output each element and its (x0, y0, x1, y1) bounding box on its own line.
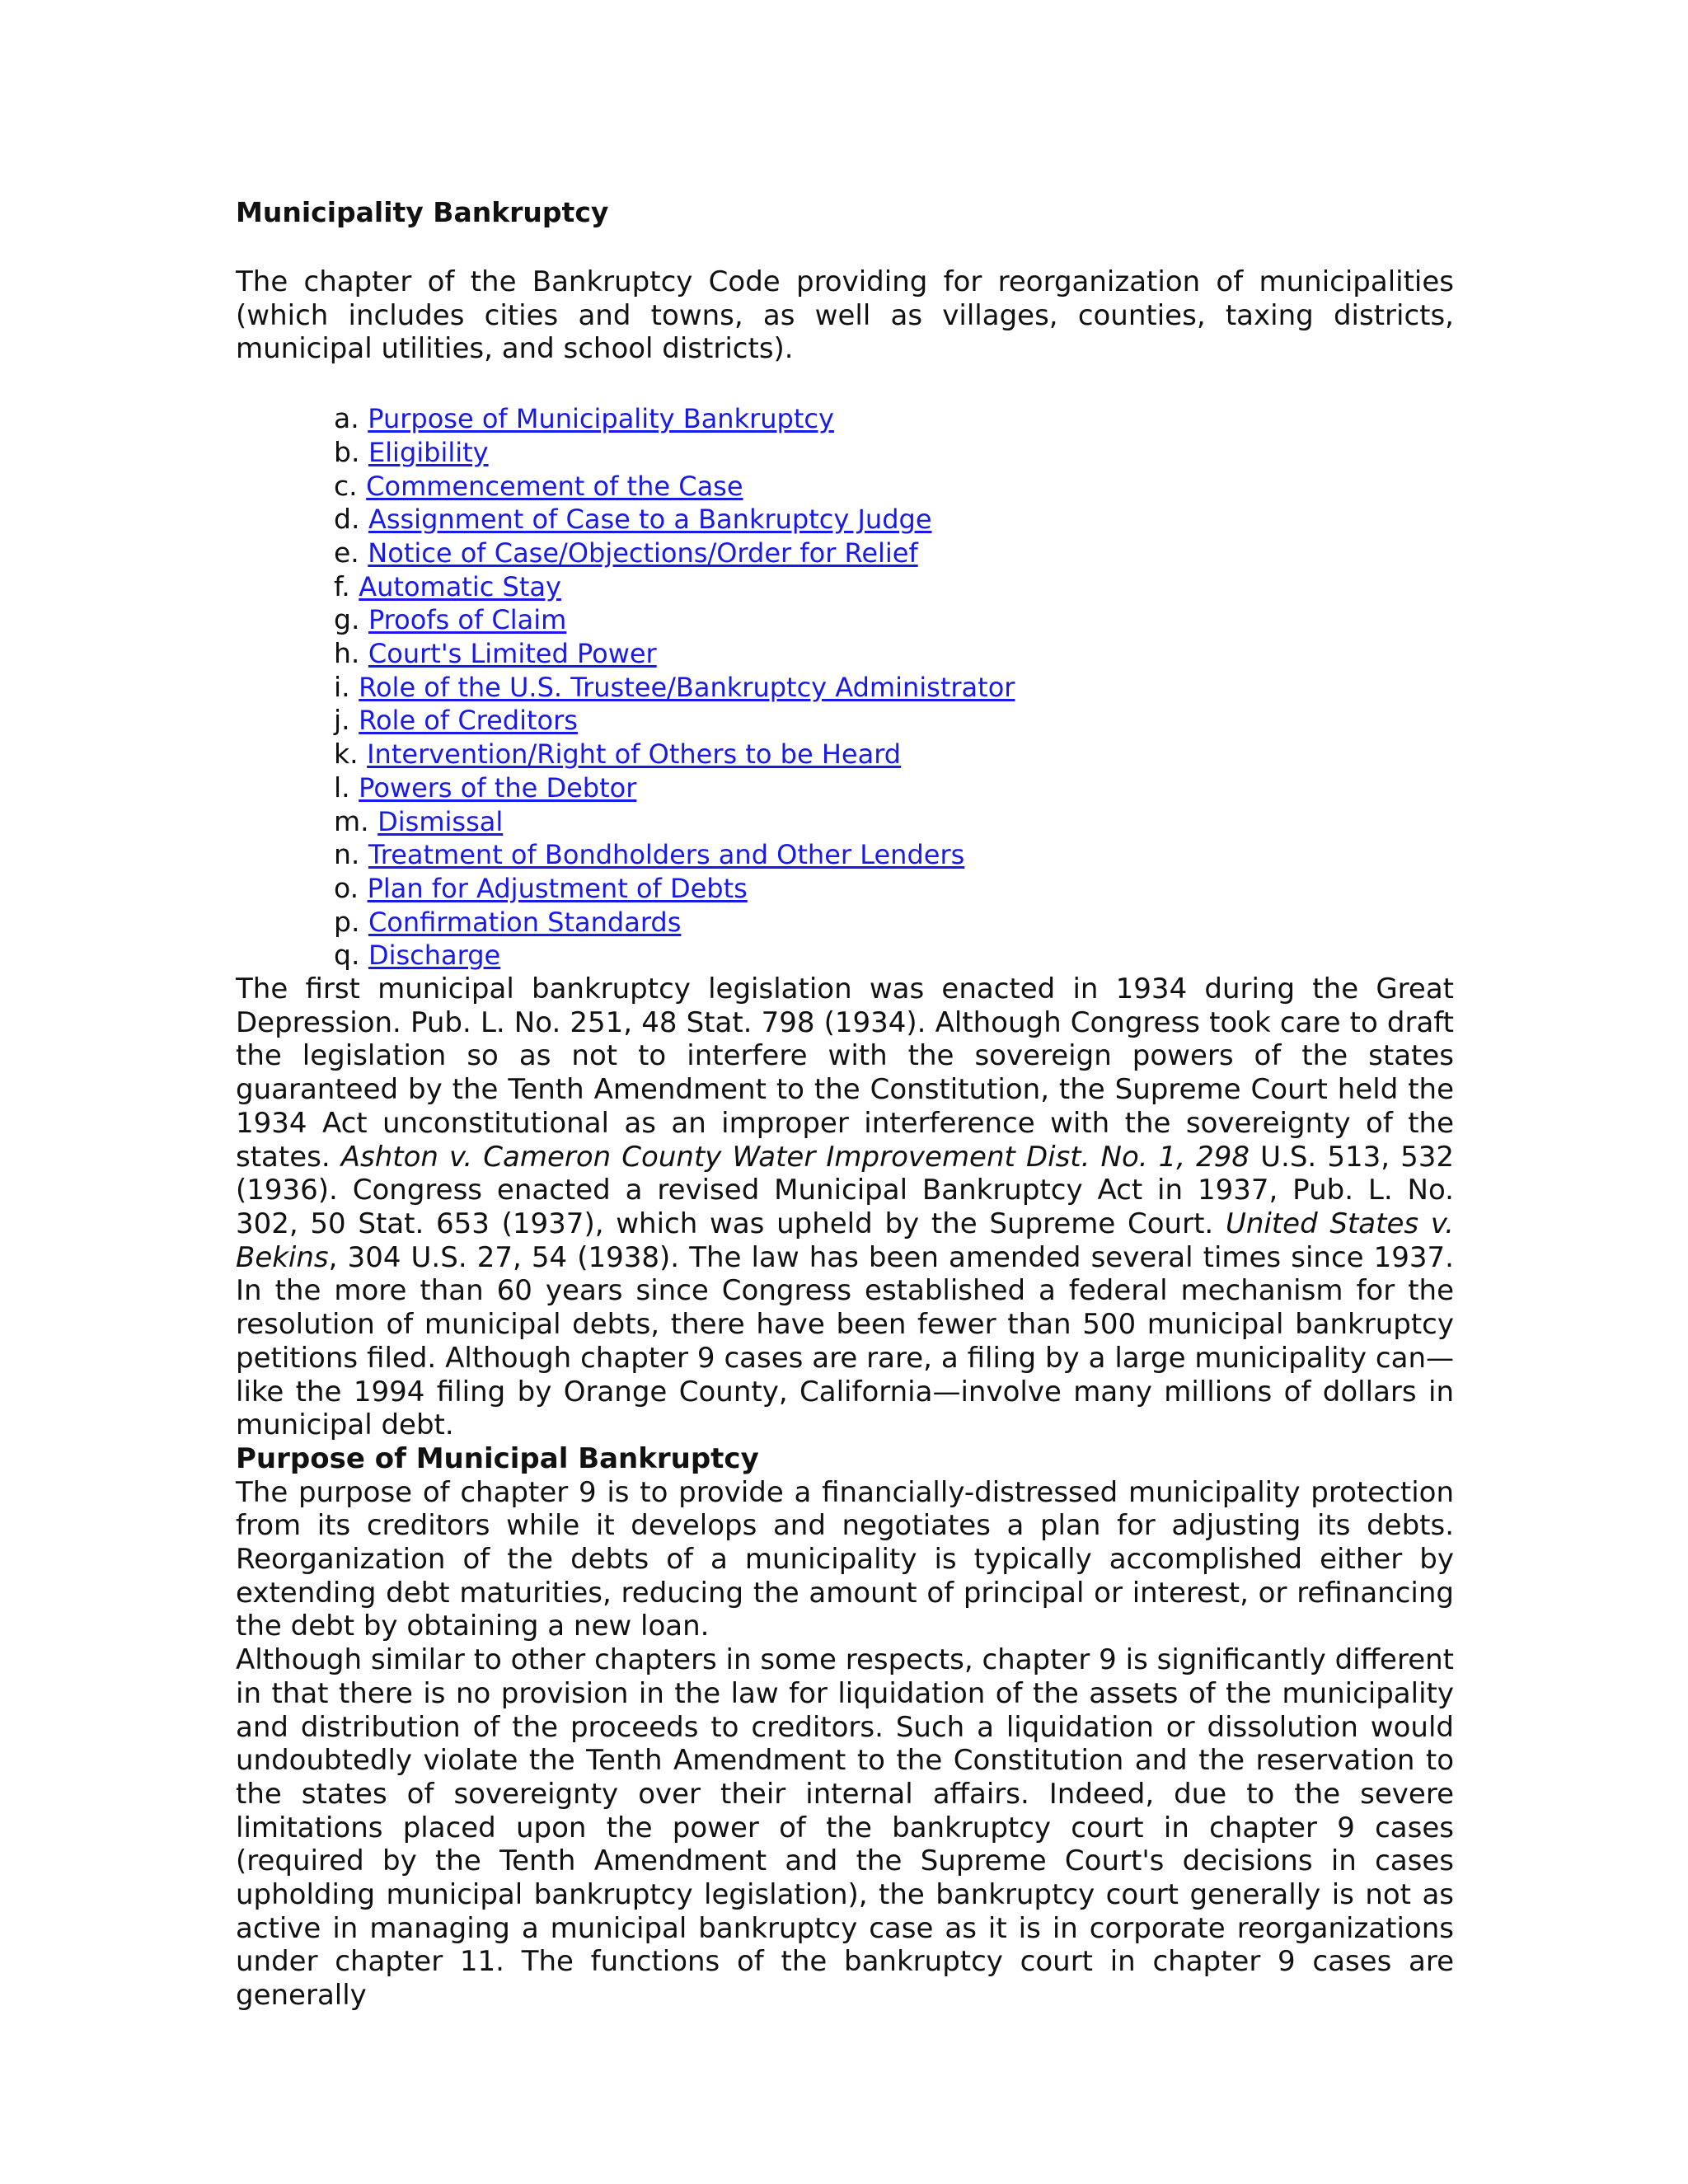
toc-link-purpose[interactable]: Purpose of Municipality Bankruptcy (368, 403, 834, 435)
toc-item (334, 603, 1454, 637)
history-text: , 304 U.S. 27, 54 (1938). The law has been amended several times since 1937. In the more than 60 years since Congress established a federal mechanism for the resolution of municipal debts, there have been fewer than 500 municipal bankruptcy petitions filed. Although chapter 9 cases are rare, a filing by a large municipality can— like the 1994 filing by Orange County, California—involve many millions of dollars in municipal debt. (236, 1240, 1454, 1442)
toc-link-commencement[interactable]: Commencement of the Case (366, 470, 743, 502)
toc-item (334, 402, 1454, 436)
toc-marker: p. (334, 905, 360, 938)
toc-link-notice[interactable]: Notice of Case/Objections/Order for Relief (368, 537, 918, 569)
toc-marker: k. (334, 738, 359, 771)
toc-link-us-trustee[interactable]: Role of the U.S. Trustee/Bankruptcy Administrator (359, 671, 1015, 703)
toc-item (334, 872, 1454, 906)
toc-link-dismissal[interactable]: Dismissal (377, 805, 504, 837)
toc-marker: c. (334, 469, 358, 502)
toc-link-assignment[interactable]: Assignment of Case to a Bankruptcy Judge (368, 504, 932, 536)
toc-marker: o. (334, 871, 359, 904)
intro-paragraph: The chapter of the Bankruptcy Code providing for reorganization of municipalities (which includes cities and towns, as well as villages, counties, taxing districts, municipal utilities, and school districts). (236, 265, 1454, 366)
history-text: U.S. 513, 532 (1936). Congress enacted a revised Municipal Bankruptcy Act in 1937, Pub. L. No. 302, 50 Stat. 653 (1937), which was upheld by the Supreme Court. (236, 1140, 1455, 1240)
toc-item (334, 537, 1454, 570)
toc-item (334, 671, 1454, 705)
toc-link-powers-of-debtor[interactable]: Powers of the Debtor (359, 771, 637, 804)
toc-link-plan-adjustment[interactable]: Plan for Adjustment of Debts (367, 872, 748, 904)
toc-marker: g. (334, 603, 360, 636)
case-citation: Ashton v. Cameron County Water Improvement Dist. No. 1, 298 (340, 1140, 1250, 1174)
toc-marker: a. (334, 402, 359, 435)
toc-item (334, 738, 1454, 771)
toc-link-discharge[interactable]: Discharge (368, 940, 501, 972)
section-heading: Purpose of Municipal Bankruptcy (236, 1441, 759, 1475)
toc-marker: d. (334, 503, 360, 536)
toc-link-limited-power[interactable]: Court's Limited Power (368, 638, 657, 670)
toc-item (334, 906, 1454, 940)
toc-link-automatic-stay[interactable]: Automatic Stay (359, 570, 561, 602)
page-title: Municipality Bankruptcy (236, 196, 609, 228)
toc-marker: l. (334, 771, 350, 804)
toc-link-confirmation-standards[interactable]: Confirmation Standards (368, 906, 682, 938)
case-citation: United States v. Bekins (236, 1207, 1454, 1274)
toc-item (334, 637, 1454, 671)
toc-marker: i. (334, 670, 350, 703)
toc-link-intervention[interactable]: Intervention/Right of Others to be Heard (367, 738, 902, 771)
toc-item (334, 771, 1454, 805)
toc-item (334, 939, 1454, 972)
toc-item (334, 436, 1454, 470)
toc-marker: m. (334, 804, 369, 837)
toc-item (334, 470, 1454, 504)
table-of-contents (236, 402, 1454, 972)
history-paragraph (236, 972, 1454, 1442)
toc-item (334, 704, 1454, 738)
toc-link-bondholders[interactable]: Treatment of Bondholders and Other Lenders (368, 839, 965, 871)
toc-link-proofs-of-claim[interactable]: Proofs of Claim (368, 604, 567, 636)
toc-marker: b. (334, 435, 360, 468)
toc-marker: f. (334, 569, 350, 602)
toc-marker: q. (334, 939, 360, 972)
history-text: The first municipal bankruptcy legislation was enacted in 1934 during the Great Depression. Pub. L. No. 251, 48 Stat. 798 (1934). Although Congress took care to draft the legislation so as not to interfere with the sovereign powers of the states guaranteed by the Tenth Amendment to the Constitution, the Supreme Court held the 1934 Act unconstitutional as an improper interference with the sovereignty of the states. (236, 972, 1454, 1174)
toc-item (334, 570, 1454, 604)
toc-marker: n. (334, 838, 360, 871)
document-page (236, 194, 1454, 2013)
toc-item (334, 805, 1454, 839)
toc-marker: j. (334, 704, 350, 737)
toc-link-role-of-creditors[interactable]: Role of Creditors (359, 705, 578, 737)
toc-link-eligibility[interactable]: Eligibility (368, 436, 489, 468)
toc-marker: e. (334, 536, 359, 569)
toc-item (334, 838, 1454, 872)
purpose-paragraph: Although similar to other chapters in some respects, chapter 9 is significantly different in that there is no provision in the law for liquidation of the assets of the municipality and distribution of the proceeds to creditors. Such a liquidation or dissolution would undoubtedly violate the Tenth Amendment to the Constitution and the reservation to the states of sovereignty over their internal affairs. Indeed, due to the severe limitations placed upon the power of the bankruptcy court in chapter 9 cases (required by the Tenth Amendment and the Supreme Court's decisions in cases upholding municipal bankruptcy legislation), the bankruptcy court generally is not as active in managing a municipal bankruptcy case as it is in corporate reorganizations under chapter 11. The functions of the bankruptcy court in chapter 9 cases are generally (236, 1643, 1454, 2013)
toc-item (334, 503, 1454, 537)
toc-marker: h. (334, 637, 360, 670)
purpose-paragraph: The purpose of chapter 9 is to provide a financially-distressed municipality protection from its creditors while it develops and negotiates a plan for adjusting its debts. Reorganization of the debts of a municipality is typically accomplished either by extending debt maturities, reducing the amount of principal or interest, or refinancing the debt by obtaining a new loan. (236, 1475, 1454, 1643)
